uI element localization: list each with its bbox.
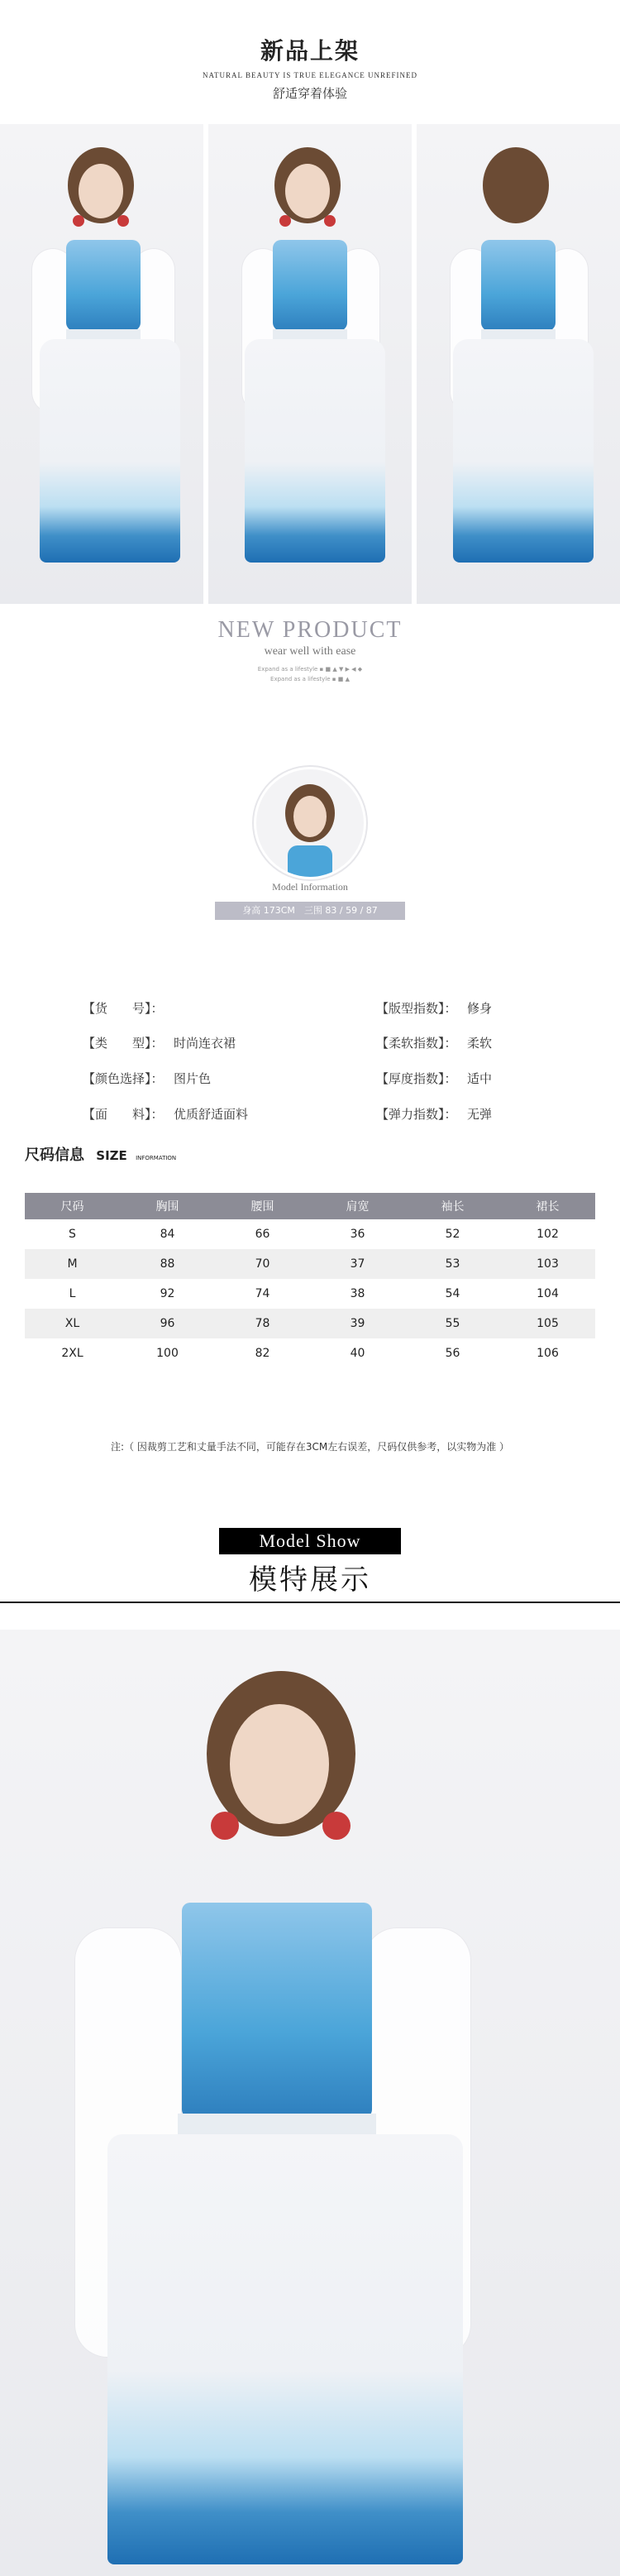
new-product-tagline-1: Expand as a lifestyle ▪ ■ ▲ ▼ ▶ ◀ ◆ (257, 666, 363, 673)
table-row (25, 1309, 595, 1338)
model-show-photo (0, 1630, 620, 2576)
size-table-header-cell: 腰围 (215, 1193, 310, 1219)
new-product-subtitle: wear well with ease (264, 645, 356, 658)
table-cell: XL (25, 1309, 120, 1338)
size-info-title-en: SIZE (96, 1148, 127, 1163)
spec-item-elasticity: 【弹力指数】： 无弹 (376, 1107, 493, 1122)
product-photo-side (208, 124, 412, 604)
table-cell: 82 (255, 1347, 270, 1360)
model-show-title-cn: 模特展示 (249, 1563, 371, 1597)
size-table-header-cell: 尺码 (25, 1193, 120, 1219)
new-product-tagline-2: Expand as a lifestyle ▪ ■ ▲ (270, 676, 350, 682)
section-divider (0, 1602, 620, 1603)
size-table-header-cell: 裙长 (500, 1193, 595, 1219)
table-cell: 52 (445, 1228, 460, 1241)
table-cell: 102 (537, 1228, 559, 1241)
product-photo-front (0, 124, 203, 604)
table-cell: 37 (310, 1249, 405, 1279)
size-table-header-cell: 胸围 (120, 1193, 215, 1219)
table-cell: L (69, 1287, 76, 1300)
size-table-header-cell: 肩宽 (310, 1193, 405, 1219)
header-title: 新品上架 (260, 37, 360, 65)
table-cell: 70 (215, 1249, 310, 1279)
table-cell: 38 (350, 1287, 365, 1300)
table-cell: 96 (120, 1309, 215, 1338)
table-cell: 105 (500, 1309, 595, 1338)
spec-item-fabric: 【面 料】： 优质舒适面料 (83, 1107, 249, 1122)
size-info-title-cn: 尺码信息 (25, 1147, 84, 1164)
table-cell: 84 (160, 1228, 175, 1241)
spec-item-softness: 【柔软指数】： 柔软 (376, 1036, 493, 1051)
table-cell: 92 (160, 1287, 175, 1300)
size-info-heading (25, 1143, 176, 1165)
table-row (25, 1279, 595, 1309)
table-cell: 36 (350, 1228, 365, 1241)
table-row (25, 1338, 595, 1368)
table-row (25, 1249, 595, 1279)
table-cell: 103 (500, 1249, 595, 1279)
table-cell: 55 (405, 1309, 500, 1338)
table-cell: 100 (156, 1347, 179, 1360)
size-info-title-tiny: INFORMATION (136, 1155, 177, 1161)
table-cell: 39 (310, 1309, 405, 1338)
size-note: 注:（ 因裁剪工艺和丈量手法不同，可能存在3CM左右误差，尺码仅供参考，以实物为准 ） (110, 1441, 510, 1453)
model-avatar (256, 769, 364, 877)
table-cell: 54 (445, 1287, 460, 1300)
size-table (25, 1193, 595, 1368)
table-cell: S (69, 1228, 76, 1241)
table-cell: 40 (350, 1347, 365, 1360)
product-photo-back (417, 124, 620, 604)
table-cell: 106 (537, 1347, 559, 1360)
header-subtitle-en: NATURAL BEAUTY IS TRUE ELEGANCE UNREFINED (203, 71, 417, 79)
table-cell: 78 (215, 1309, 310, 1338)
spec-item-color: 【颜色选择】： 图片色 (83, 1071, 212, 1086)
spec-item-type: 【类 型】： 时尚连衣裙 (83, 1036, 236, 1051)
size-table-header-cell: 袖长 (405, 1193, 500, 1219)
table-cell: 66 (255, 1228, 270, 1241)
model-stats: 身高 173CM 三围 83 / 59 / 87 (215, 902, 405, 920)
model-show-title-en: Model Show (219, 1528, 401, 1554)
header-subtitle-cn: 舒适穿着体验 (272, 86, 347, 101)
table-cell: 2XL (61, 1347, 83, 1360)
new-product-title: NEW PRODUCT (217, 617, 403, 643)
spec-item-thickness: 【厚度指数】： 适中 (376, 1071, 493, 1086)
table-cell: 74 (255, 1287, 270, 1300)
spec-item-fit: 【版型指数】： 修身 (376, 1001, 493, 1016)
table-cell: 88 (120, 1249, 215, 1279)
table-cell: 53 (405, 1249, 500, 1279)
table-cell: 104 (537, 1287, 559, 1300)
table-row (25, 1219, 595, 1249)
table-cell: 56 (445, 1347, 460, 1360)
size-table-header (25, 1193, 595, 1219)
table-cell: M (25, 1249, 120, 1279)
spec-item-number: 【货 号】： (83, 1001, 164, 1016)
model-info-label: Model Information (272, 881, 348, 893)
